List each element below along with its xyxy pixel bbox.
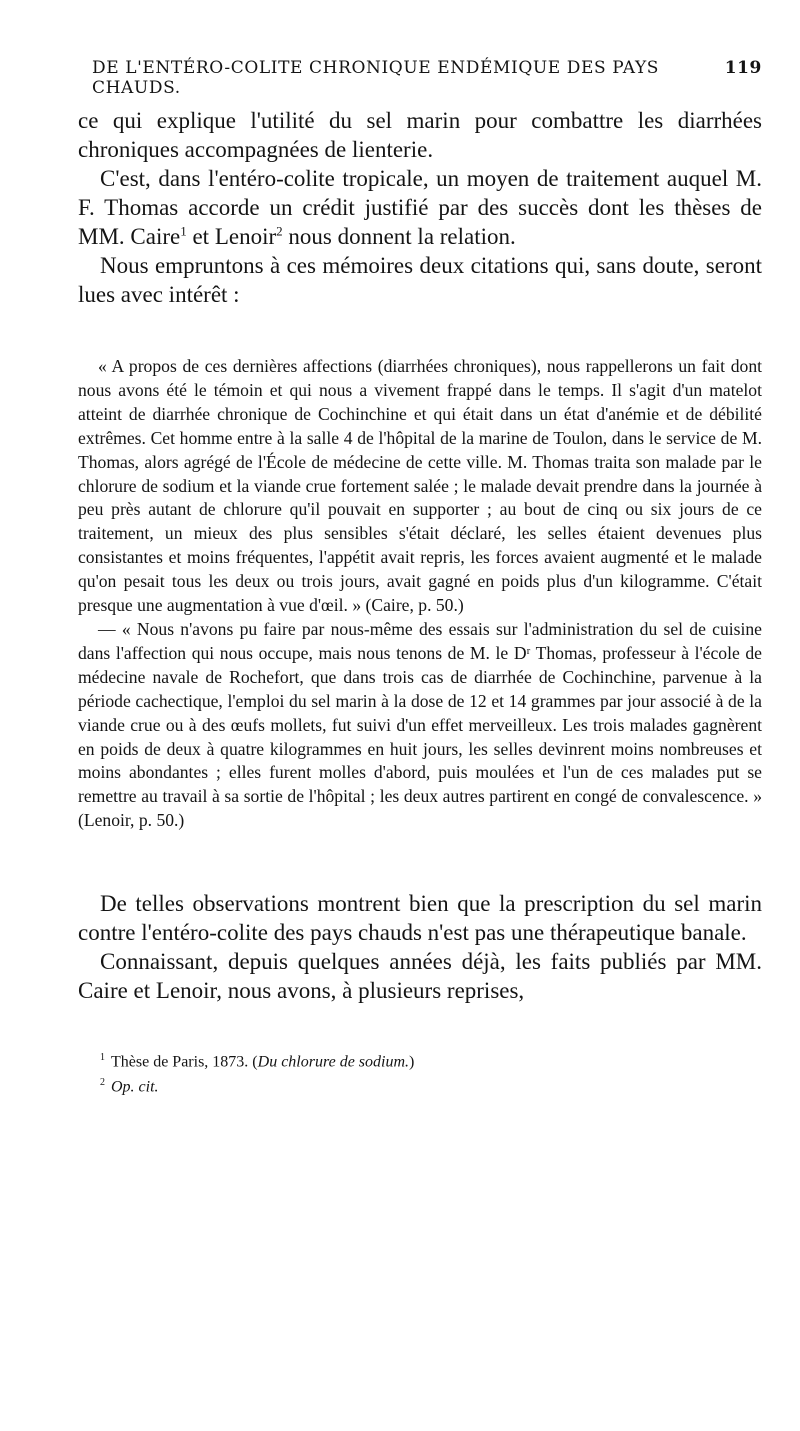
book-page [78,58,762,1098]
footnote-2-title: Op. cit. [111,1078,159,1096]
footnote-1-text: Thèse de Paris, 1873. ( [111,1053,258,1071]
footnote-1 [78,1047,762,1072]
running-head [92,58,762,98]
paragraph-citations: Nous empruntons à ces mémoires deux citations qui, sans doute, seront lues avec intérêt : [78,253,762,307]
paragraph-connaissant: Connaissant, depuis quelques années déjà, les faits publiés par MM. Caire et Lenoir, nous avons, à plusieurs reprises, [78,949,762,1004]
footnote-1-mark: 1 [100,1052,105,1064]
footnote-2 [78,1072,762,1097]
quote-caire: « A propos de ces dernières affections (diarrhées chroniques), nous rappellerons un fait dont nous avons été le témoin et qui nous a vivement frappé dans le temps. Il s'agit d'un matelot atteint de diarrhée chronique de Cochinchine et qui était dans un état d'anémie et de débilité extrêmes. Cet homme entre à la salle 4 de l'hôpital de la marine de Toulon, dans le service de M. Thomas, alors agrégé de l'École de médecine de cette ville. M. Thomas traita son malade par le chlorure de sodium et la viande crue fortement salée ; le malade devait prendre dans la journée à peu près autant de chlorure qu'il pouvait en supporter ; au bout de cinq ou six jours de ce traitement, un mieux des plus sensibles s'était déclaré, les selles étaient devenues plus consistantes et moins fréquentes, l'appétit avait repris, les forces avaient augmenté et le malade qu'on pesait tous les deux ou trois jours, avait gagné en poids plus d'un kilogramme. C'était presque une augmentation à vue d'œil. » (Caire, p. 50.) [78,356,762,616]
paragraph-observations: De telles observations montrent bien que la prescription du sel marin contre l'entéro-colite des pays chauds n'est pas une thérapeutique banale. [78,891,762,946]
page-number: 119 [724,58,762,78]
quotation-block [78,355,762,833]
paragraph-thomas [78,164,762,251]
paragraph-thomas-part3: nous donnent la relation. [282,224,516,249]
paragraph-thomas-part1: C'est, dans l'entéro-colite tropicale, un moyen de traitement auquel M. F. Thomas accorde un crédit justifié par des succès dont les thèses de MM. Caire [78,166,762,249]
footnote-2-mark: 2 [100,1077,105,1089]
footnote-ref-1: 1 [180,223,187,239]
footnotes [78,1047,762,1098]
quote-lenoir: — « Nous n'avons pu faire par nous-même des essais sur l'administration du sel de cuisine dans l'affection qui nous occupe, mais nous tenons de M. le Dʳ Thomas, professeur à l'école de médecine navale de Rochefort, que dans trois cas de diarrhée de Cochinchine, parvenue à la période cachectique, l'emploi du sel marin à la dose de 12 et 14 grammes par jour associé à de la viande crue ou à des œufs mollets, fut suivi d'un effet merveilleux. Les trois malades gagnèrent en poids de deux à quatre kilogrammes en huit jours, les selles devinrent moins nombreuses et moins abondantes ; elles furent molles d'abord, puis moulées et l'un de ces malades put se remettre au travail à sa sortie de l'hôpital ; les deux autres partirent en congé de convalescence. » (Lenoir, p. 50.) [78,618,762,831]
paragraph-lienterie: ce qui explique l'utilité du sel marin pour combattre les diarrhées chroniques accompagnées de lienterie. [78,108,762,162]
paragraph-thomas-part2: et Lenoir [186,224,277,249]
footnote-1-title: Du chlorure de sodium. [257,1053,410,1071]
running-title: DE L'ENTÉRO-COLITE CHRONIQUE ENDÉMIQUE DES PAYS CHAUDS. [92,58,660,98]
top-paragraphs [78,106,762,309]
footnote-ref-2: 2 [276,223,283,239]
footnote-1-close: ) [409,1053,415,1071]
bottom-paragraphs [78,889,762,1005]
